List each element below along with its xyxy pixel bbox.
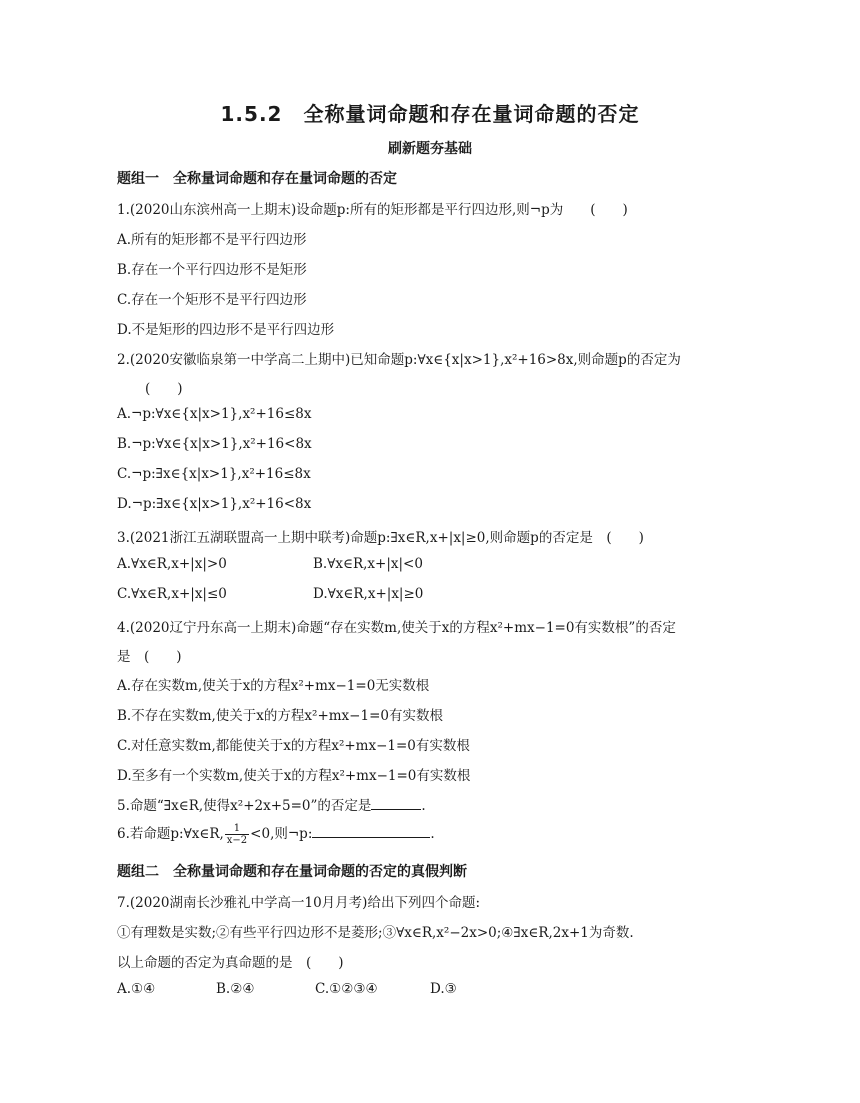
answer-blank-5[interactable] (371, 797, 421, 810)
question-2-option-d: D.¬p:∃x∈{x|x>1},x²+16<8x (117, 496, 312, 512)
group-heading-2: 题组二 全称量词命题和存在量词命题的否定的真假判断 (117, 864, 467, 880)
question-3-stem: 3.(2021浙江五湖联盟高一上期中联考)命题p:∃x∈R,x+|x|≥0,则命题p的否定是 ( ) (117, 530, 644, 546)
question-4-option-a: A.存在实数m,使关于x的方程x²+mx−1=0无实数根 (117, 678, 430, 694)
answer-blank-6[interactable] (312, 825, 430, 838)
question-7-option-d: D.③ (430, 981, 457, 997)
question-6-end: . (430, 826, 435, 842)
question-4-stem-continued: 是 ( ) (117, 649, 182, 665)
question-7-option-a: A.①④ (117, 981, 156, 997)
question-3-option-b: B.∀x∈R,x+|x|<0 (313, 556, 423, 572)
page-title: 1.5.2 全称量词命题和存在量词命题的否定 (220, 102, 640, 126)
question-4-option-c: C.对任意实数m,都能使关于x的方程x²+mx−1=0有实数根 (117, 738, 470, 754)
fraction-denominator: x−2 (226, 835, 248, 846)
question-2-bracket: ( ) (145, 381, 183, 397)
question-2-option-a: A.¬p:∀x∈{x|x>1},x²+16≤8x (117, 406, 312, 422)
question-4-stem: 4.(2020辽宁丹东高一上期末)命题“存在实数m,使关于x的方程x²+mx−1=0有实数根”的否定 (117, 620, 676, 636)
question-2-option-c: C.¬p:∃x∈{x|x>1},x²+16≤8x (117, 466, 311, 482)
question-5 (117, 794, 426, 814)
question-3-option-a: A.∀x∈R,x+|x|>0 (117, 556, 227, 572)
question-6-suffix: <0,则¬p: (250, 826, 313, 842)
question-5-end: . (421, 798, 426, 814)
question-2-stem: 2.(2020安徽临泉第一中学高二上期中)已知命题p:∀x∈{x|x>1},x²+16>8x,则命题p的否定为 (117, 352, 681, 368)
question-1-stem: 1.(2020山东滨州高一上期末)设命题p:所有的矩形都是平行四边形,则¬p为 ( ) (117, 202, 628, 218)
fraction (225, 823, 249, 846)
question-7-option-c: C.①②③④ (315, 981, 378, 997)
question-3-option-c: C.∀x∈R,x+|x|≤0 (117, 586, 227, 602)
question-7-statements: ①有理数是实数;②有些平行四边形不是菱形;③∀x∈R,x²−2x>0;④∃x∈R,2x+1为奇数. (117, 925, 634, 941)
question-7-stem: 7.(2020湖南长沙雅礼中学高一10月月考)给出下列四个命题: (117, 895, 480, 911)
question-2-option-b: B.¬p:∀x∈{x|x>1},x²+16<8x (117, 436, 312, 452)
question-5-stem: 5.命题“∃x∈R,使得x²+2x+5=0”的否定是 (117, 798, 372, 814)
question-1-option-b: B.存在一个平行四边形不是矩形 (117, 262, 307, 278)
question-7-option-b: B.②④ (216, 981, 255, 997)
question-7-prompt: 以上命题的否定为真命题的是 ( ) (117, 955, 344, 971)
question-1-option-c: C.存在一个矩形不是平行四边形 (117, 292, 307, 308)
question-1-option-a: A.所有的矩形都不是平行四边形 (117, 232, 307, 248)
fraction-numerator: 1 (225, 823, 249, 835)
question-6-prefix: 6.若命题p:∀x∈R, (117, 826, 224, 842)
group-heading-1: 题组一 全称量词命题和存在量词命题的否定 (117, 171, 397, 187)
question-3-option-d: D.∀x∈R,x+|x|≥0 (313, 586, 424, 602)
question-4-option-d: D.至多有一个实数m,使关于x的方程x²+mx−1=0有实数根 (117, 768, 471, 784)
section-subtitle: 刷新题夯基础 (388, 141, 472, 157)
question-1-option-d: D.不是矩形的四边形不是平行四边形 (117, 322, 335, 338)
question-4-option-b: B.不存在实数m,使关于x的方程x²+mx−1=0有实数根 (117, 708, 443, 724)
question-6 (117, 822, 435, 846)
